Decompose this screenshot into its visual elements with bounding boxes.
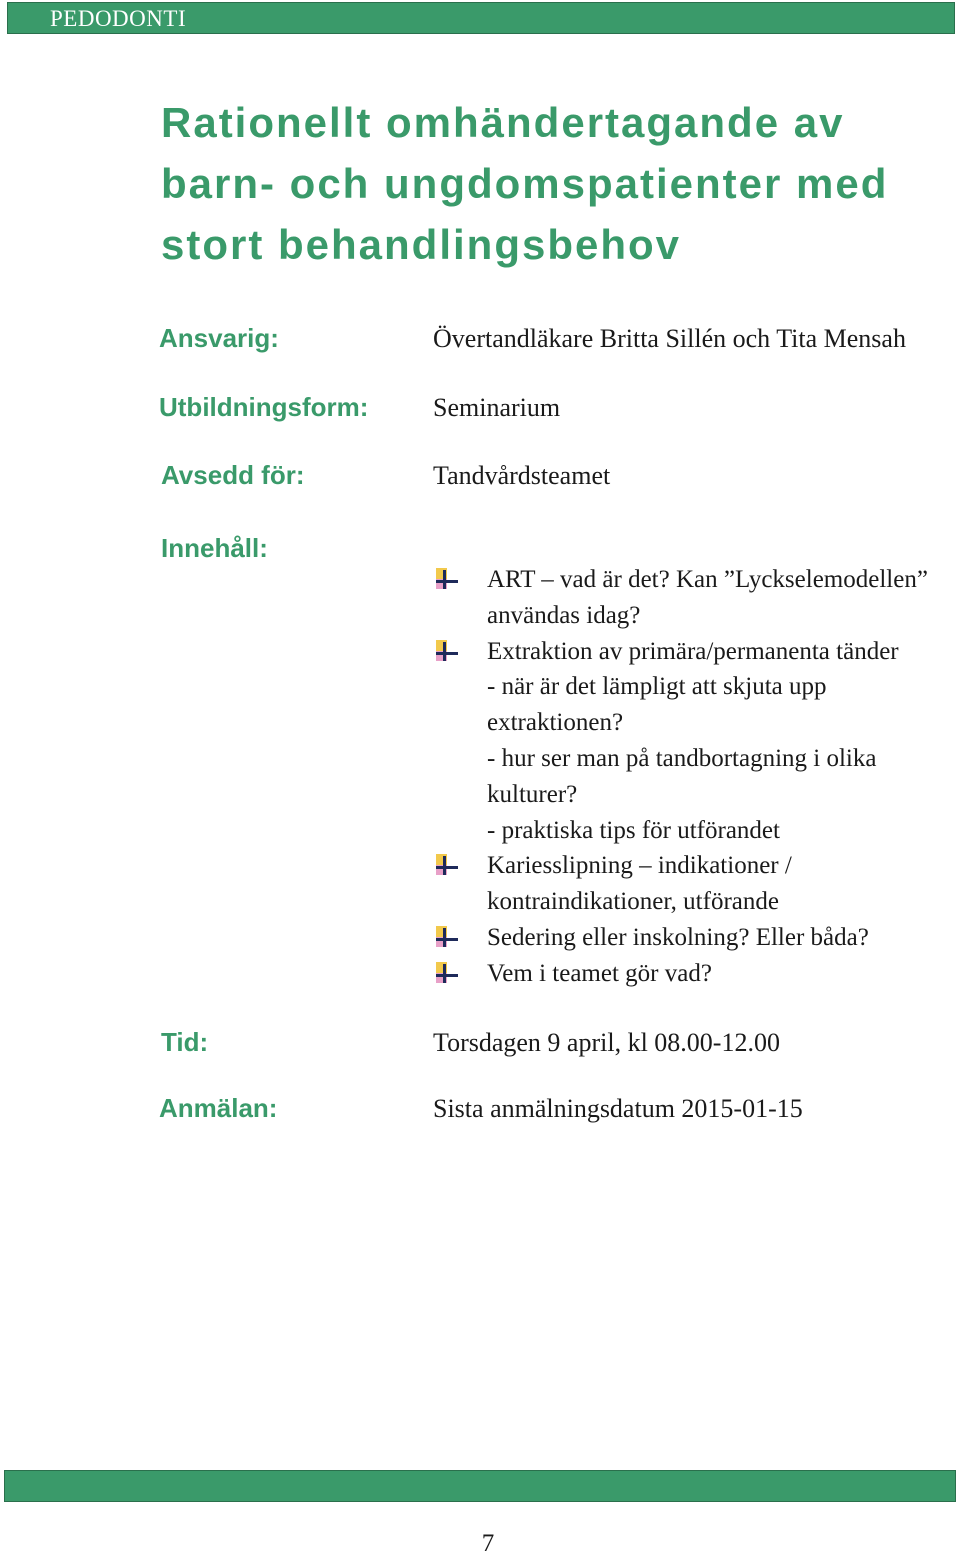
list-item-line: Extraktion av primära/permanenta tänder [487, 637, 899, 665]
list-item [433, 956, 953, 992]
list-item-line: - när är det lämpligt att skjuta upp [487, 673, 827, 701]
list-item-line: Vem i teamet gör vad? [487, 959, 712, 987]
header-band [7, 2, 955, 34]
utbildningsform-value: Seminarium [433, 393, 561, 422]
title-line: barn- och ungdomspatienter med [161, 160, 889, 207]
tid-value: Torsdagen 9 april, kl 08.00-12.00 [433, 1028, 780, 1057]
list-item-line: användas idag? [487, 601, 641, 629]
content-list [433, 562, 953, 992]
footer-band [4, 1470, 956, 1502]
pin-bullet-icon [435, 568, 459, 590]
anmalan-value: Sista anmälningsdatum 2015-01-15 [433, 1094, 803, 1123]
list-item [433, 848, 953, 920]
list-item-line: - hur ser man på tandbortagning i olika [487, 744, 877, 772]
avsedd-value: Tandvårdsteamet [433, 461, 611, 490]
tid-label: Tid: [161, 1027, 209, 1057]
anmalan-label: Anmälan: [159, 1093, 278, 1123]
list-item-line: Kariesslipning – indikationer / [487, 852, 792, 880]
list-item [433, 562, 953, 634]
page-number: 7 [481, 1530, 495, 1557]
list-item-line: extraktionen? [487, 709, 624, 737]
title-line: Rationellt omhändertagande av [161, 99, 845, 146]
list-item-line: - praktiska tips för utförandet [487, 816, 780, 844]
list-item-line: kulturer? [487, 780, 578, 808]
list-item-line: ART – vad är det? Kan ”Lyckselemodellen” [487, 566, 928, 593]
pin-bullet-icon [435, 640, 459, 662]
ansvarig-value: Övertandläkare Britta Sillén och Tita Mensah [433, 324, 906, 353]
innehall-label: Innehåll: [161, 533, 268, 563]
list-item [433, 634, 953, 849]
ansvarig-label: Ansvarig: [159, 323, 279, 353]
pin-bullet-icon [435, 962, 459, 984]
pin-bullet-icon [435, 854, 459, 876]
utbildningsform-label: Utbildningsform: [159, 392, 369, 422]
list-item [433, 920, 953, 956]
pin-bullet-icon [435, 926, 459, 948]
title-line: stort behandlingsbehov [161, 221, 682, 268]
section-title: PEDODONTI [50, 6, 187, 31]
list-item-line: Sedering eller inskolning? Eller båda? [487, 923, 869, 951]
list-item-line: kontraindikationer, utförande [487, 888, 779, 916]
avsedd-label: Avsedd för: [161, 460, 305, 490]
page-title [161, 92, 951, 275]
